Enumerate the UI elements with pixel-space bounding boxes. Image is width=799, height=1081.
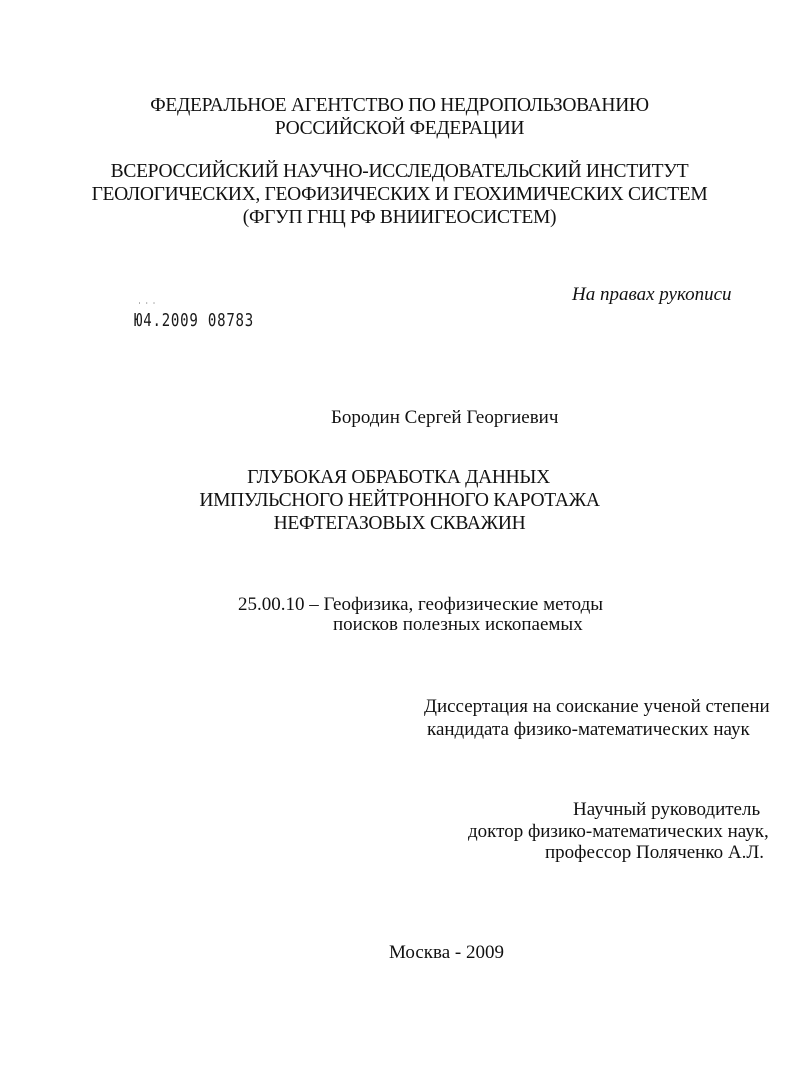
agency-line-2: РОССИЙСКОЙ ФЕДЕРАЦИИ [274,118,525,139]
institute-line-2: ГЕОЛОГИЧЕСКИХ, ГЕОФИЗИЧЕСКИХ И ГЕОХИМИЧЕСКИХ СИСТЕМ [91,184,708,205]
institute-line-3: (ФГУП ГНЦ РФ ВНИИГЕОСИСТЕМ) [242,207,557,228]
supervisor-title: Научный руководитель [573,799,761,820]
institute-line-1: ВСЕРОССИЙСКИЙ НАУЧНО-ИССЛЕДОВАТЕЛЬСКИЙ ИНСТИТУТ [110,161,689,182]
title-line-2: ИМПУЛЬСНОГО НЕЙТРОННОГО КАРОТАЖА [199,490,600,511]
city-year: Москва - 2009 [388,942,505,963]
supervisor-degree: доктор физико-математических наук, [468,821,769,842]
degree-line-2: кандидата физико-математических наук [427,719,750,740]
supervisor-name: профессор Поляченко А.Л. [545,842,764,863]
title-line-3: НЕФТЕГАЗОВЫХ СКВАЖИН [273,513,526,534]
rights-note: На правах рукописи [572,284,732,305]
degree-line-1: Диссертация на соискание ученой степени [424,696,770,717]
agency-line-1: ФЕДЕРАЛЬНОЕ АГЕНТСТВО ПО НЕДРОПОЛЬЗОВАНИЮ [150,95,649,116]
specialty-line-2: поисков полезных ископаемых [333,614,583,635]
specialty-line-1: 25.00.10 – Геофизика, геофизические методы [238,594,603,615]
registration-stamp: Ю4.2009 08783 [134,310,255,331]
author-name: Бородин Сергей Георгиевич [331,407,559,428]
title-line-1: ГЛУБОКАЯ ОБРАБОТКА ДАННЫХ [247,467,550,488]
stamp-marks: ˙ ˙ ˙ [138,301,157,311]
